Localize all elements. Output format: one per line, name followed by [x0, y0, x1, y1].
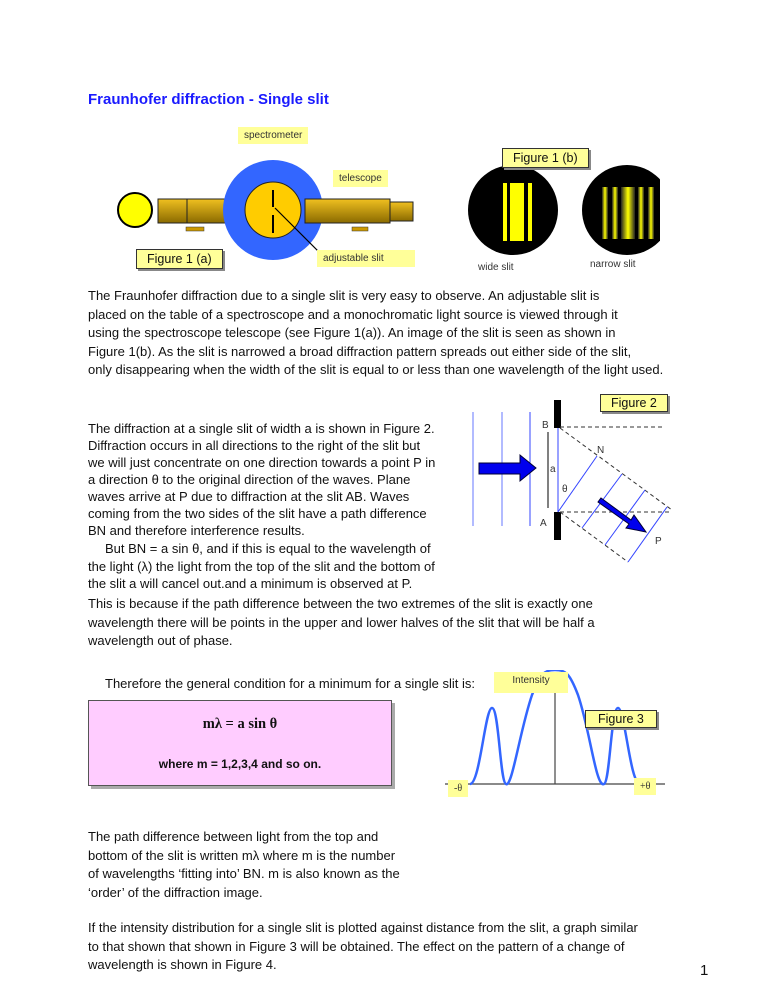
text-line: The Fraunhofer diffraction due to a single slit is very easy to observe. An adjustable slit is — [88, 288, 600, 303]
narrow-slit-label: narrow slit — [590, 259, 636, 270]
pos-theta-label: +θ — [634, 778, 656, 795]
figure-1a-label: Figure 1 (a) — [136, 249, 223, 269]
text-line: the light (λ) the light from the top of the slit and the bottom of — [88, 558, 435, 574]
intensity-label: Intensity — [494, 672, 568, 693]
text-line: If the intensity distribution for a single slit is plotted against distance from the slit, a graph similar — [88, 920, 638, 935]
text-line: The path difference between light from the top and — [88, 829, 379, 844]
text-line: only disappearing when the width of the slit is equal to or less than one wavelength of the light used. — [88, 362, 664, 377]
light-source-icon — [118, 193, 152, 227]
figure-3-graph — [440, 670, 700, 800]
paragraph-6 — [88, 828, 400, 902]
figure-2-label: Figure 2 — [600, 394, 668, 412]
text-line: wavelength there will be points in the upper and lower halves of the slit that will be half a — [88, 614, 595, 630]
wide-slit-label: wide slit — [478, 262, 514, 273]
text-line: The diffraction at a single slit of width a is shown in Figure 2. — [88, 421, 435, 436]
equation-box — [88, 700, 392, 786]
telescope-label: telescope — [333, 170, 388, 187]
text-line: of wavelengths ‘fitting into’ BN. m is also known as the — [88, 866, 400, 881]
figure-1b-label: Figure 1 (b) — [502, 148, 589, 168]
paragraph-1 — [88, 287, 680, 380]
text-line: placed on the table of a spectroscope and a monochromatic light source is viewed through it — [88, 306, 618, 322]
text-line: using the spectroscope telescope (see Figure 1(a)). An image of the slit is seen as shown in — [88, 325, 616, 340]
label-p: P — [655, 536, 662, 547]
text-line: ‘order’ of the diffraction image. — [88, 884, 263, 900]
text-line: bottom of the slit is written mλ where m is the number — [88, 847, 396, 863]
text-line: wavelength is shown in Figure 4. — [88, 957, 277, 972]
equation: mλ = a sin θ — [202, 716, 278, 732]
paragraph-5: Therefore the general condition for a minimum for a single slit is: — [105, 676, 475, 691]
text-line: coming from the two sides of the slit have a path difference — [88, 506, 427, 521]
adjustable-slit-label: adjustable slit — [317, 250, 415, 267]
text-line: we will just concentrate on one direction towards a point P in — [88, 455, 436, 470]
text-line: a direction θ to the original direction of the waves. Plane — [88, 472, 411, 487]
label-width-a: a — [550, 464, 556, 475]
text-line: waves arrive at P due to diffraction at the slit AB. Waves — [88, 489, 410, 504]
text-line: Diffraction occurs in all directions to the right of the slit but — [88, 438, 421, 453]
paragraph-2 — [88, 420, 435, 539]
equation-note: where m = 1,2,3,4 and so on. — [158, 757, 322, 771]
incident-arrow-icon — [479, 455, 536, 481]
text-line: This is because if the path difference between the two extremes of the slit is exactly one — [88, 596, 593, 611]
label-a-point: A — [540, 518, 547, 529]
figure-3-label: Figure 3 — [585, 710, 657, 728]
paragraph-4 — [88, 595, 595, 651]
label-b: B — [542, 420, 549, 431]
text-line: wavelength out of phase. — [88, 633, 233, 648]
figure-2-diagram — [460, 390, 700, 570]
label-n: N — [597, 445, 605, 456]
neg-theta-label: -θ — [448, 780, 468, 797]
text-line: But BN = a sin θ, and if this is equal to the wavelength of — [105, 541, 431, 556]
diffracted-arrow-icon — [598, 498, 646, 532]
paragraph-3 — [88, 540, 435, 593]
spectrometer-label: spectrometer — [238, 127, 308, 144]
paragraph-7 — [88, 919, 638, 975]
page-title: Fraunhofer diffraction - Single slit — [88, 91, 329, 108]
text-line: the slit a will cancel out.and a minimum is observed at P. — [88, 576, 413, 591]
text-line: Figure 1(b). As the slit is narrowed a broad diffraction pattern spreads out either side of the slit, — [88, 343, 632, 359]
text-line: to that shown that shown in Figure 3 will be obtained. The effect on the pattern of a change of — [88, 938, 625, 954]
label-theta: θ — [562, 484, 568, 495]
page-number: 1 — [700, 962, 709, 979]
text-line: BN and therefore interference results. — [88, 523, 305, 538]
